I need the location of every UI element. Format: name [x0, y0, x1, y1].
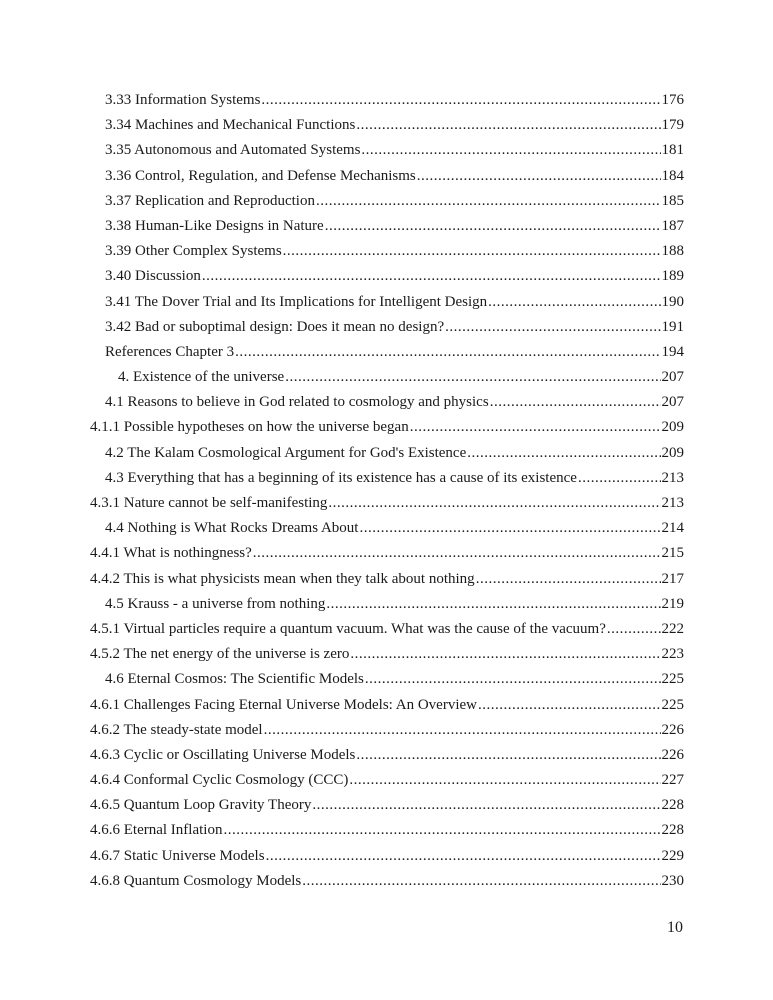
toc-entry-title: 3.41 The Dover Trial and Its Implications for Intelligent Design [105, 293, 488, 310]
toc-entry-title: 4.3.1 Nature cannot be self-manifesting [90, 495, 328, 511]
toc-dot-leader [350, 642, 660, 667]
toc-entry-page: 207 [661, 394, 684, 411]
toc-entry-title: 4.5 Krauss - a universe from nothing [105, 595, 326, 612]
toc-entry[interactable] [90, 113, 684, 138]
toc-entry[interactable] [90, 768, 684, 793]
toc-dot-leader [283, 239, 661, 264]
toc-entry[interactable] [90, 693, 684, 718]
toc-entry-page: 176 [661, 92, 684, 108]
toc-entry[interactable] [90, 88, 684, 113]
toc-entry[interactable] [90, 390, 684, 415]
toc-dot-leader [417, 164, 661, 189]
toc-entry-title: 4.4.2 This is what physicists mean when they talk about nothing [90, 570, 475, 587]
toc-entry-page: 179 [661, 117, 684, 134]
toc-entry-title: References Chapter 3 [105, 343, 235, 360]
toc-dot-leader [488, 290, 660, 315]
toc-entry-page: 228 [661, 822, 684, 839]
toc-entry-title: 4. Existence of the universe [118, 369, 285, 386]
toc-dot-leader [326, 592, 660, 617]
toc-entry-title: 3.39 Other Complex Systems [105, 243, 282, 260]
toc-entry-page: 223 [661, 646, 684, 663]
toc-entry[interactable] [90, 189, 684, 214]
toc-entry-page: 209 [661, 444, 684, 461]
toc-entry-page: 190 [661, 293, 684, 310]
toc-entry-page: 215 [661, 545, 684, 562]
toc-entry-title: 3.36 Control, Regulation, and Defense Mechanisms [105, 167, 416, 184]
toc-dot-leader [356, 113, 660, 138]
toc-entry[interactable] [90, 138, 684, 163]
toc-entry[interactable] [90, 415, 684, 440]
toc-entry-page: 214 [661, 520, 684, 537]
toc-entry-title: 3.40 Discussion [105, 268, 201, 285]
toc-entry[interactable] [90, 743, 684, 768]
toc-entry-page: 181 [661, 142, 684, 159]
toc-entry-title: 4.5.2 The net energy of the universe is zero [90, 646, 350, 663]
toc-entry-page: 228 [661, 797, 684, 814]
toc-entry-title: 4.4 Nothing is What Rocks Dreams About [105, 520, 359, 537]
toc-entry-page: 185 [661, 192, 684, 209]
toc-entry-page: 222 [661, 620, 684, 637]
toc-entry[interactable] [90, 264, 684, 289]
toc-entry-page: 207 [661, 369, 684, 386]
toc-entry[interactable] [90, 818, 684, 843]
toc-dot-leader [316, 189, 661, 214]
toc-dot-leader [476, 567, 661, 592]
toc-entry[interactable] [90, 541, 684, 566]
toc-entry-page: 227 [661, 772, 684, 789]
toc-dot-leader [285, 365, 660, 390]
toc-entry-page: 194 [661, 343, 684, 360]
toc-entry-title: 4.6.2 The steady-state model [90, 721, 263, 738]
toc-entry-title: 4.6.5 Quantum Loop Gravity Theory [90, 797, 312, 814]
toc-dot-leader [223, 818, 660, 843]
toc-entry[interactable] [90, 340, 684, 365]
toc-dot-leader [253, 541, 661, 566]
toc-entry-page: 229 [661, 847, 684, 864]
toc-dot-leader [302, 869, 660, 894]
toc-entry-title: 4.6.6 Eternal Inflation [90, 822, 223, 839]
toc-entry-page: 188 [661, 243, 684, 260]
toc-entry[interactable] [90, 844, 684, 869]
toc-dot-leader [328, 491, 660, 516]
toc-entry[interactable] [90, 491, 684, 516]
toc-entry-page: 226 [661, 721, 684, 738]
toc-entry-title: 3.34 Machines and Mechanical Functions [105, 117, 356, 134]
toc-entry-page: 225 [661, 671, 684, 688]
toc-entry[interactable] [90, 667, 684, 692]
table-of-contents [90, 88, 684, 894]
toc-entry-page: 225 [661, 696, 684, 713]
toc-entry[interactable] [90, 290, 684, 315]
toc-entry-page: 187 [661, 217, 684, 234]
toc-dot-leader [467, 441, 660, 466]
toc-entry-title: 4.6.3 Cyclic or Oscillating Universe Models [90, 746, 356, 763]
toc-entry-title: 4.1.1 Possible hypotheses on how the universe began [90, 419, 409, 436]
toc-entry[interactable] [90, 642, 684, 667]
toc-entry[interactable] [90, 365, 684, 390]
toc-entry-page: 217 [661, 570, 684, 587]
toc-entry[interactable] [90, 516, 684, 541]
toc-dot-leader [312, 793, 660, 818]
toc-entry-page: 213 [661, 469, 684, 486]
toc-dot-leader [607, 617, 661, 642]
toc-entry-page: 191 [661, 318, 684, 335]
toc-entry-title: 4.6.1 Challenges Facing Eternal Universe Models: An Overview [90, 696, 477, 713]
toc-dot-leader [356, 743, 660, 768]
toc-entry-title: 4.4.1 What is nothingness? [90, 545, 252, 562]
toc-entry-title: 3.35 Autonomous and Automated Systems [105, 142, 361, 159]
toc-entry-title: 3.38 Human-Like Designs in Nature [105, 217, 324, 234]
toc-dot-leader [202, 264, 661, 289]
toc-entry[interactable] [90, 239, 684, 264]
toc-entry[interactable] [90, 214, 684, 239]
toc-dot-leader [361, 138, 660, 163]
toc-dot-leader [325, 214, 661, 239]
toc-entry[interactable] [90, 617, 684, 642]
toc-dot-leader [490, 390, 661, 415]
toc-entry-page: 189 [661, 268, 684, 285]
toc-entry[interactable] [90, 567, 684, 592]
toc-entry-page: 209 [661, 419, 684, 436]
toc-entry-title: 4.6.8 Quantum Cosmology Models [90, 872, 302, 889]
toc-dot-leader [478, 693, 661, 718]
toc-entry-title: 4.1 Reasons to believe in God related to cosmology and physics [105, 394, 489, 411]
toc-entry[interactable] [90, 592, 684, 617]
toc-dot-leader [410, 415, 661, 440]
toc-entry-title: 4.5.1 Virtual particles require a quantum vacuum. What was the cause of the vacuum? [90, 620, 606, 637]
toc-dot-leader [445, 315, 660, 340]
toc-entry[interactable] [90, 466, 684, 491]
toc-entry-title: 4.3 Everything that has a beginning of its existence has a cause of its existence [105, 469, 577, 486]
toc-entry-title: 4.6.7 Static Universe Models [90, 847, 265, 864]
toc-entry[interactable] [90, 718, 684, 743]
toc-entry-title: 4.6.4 Conformal Cyclic Cosmology (CCC) [90, 772, 349, 789]
toc-dot-leader [261, 88, 660, 113]
toc-dot-leader [578, 466, 661, 491]
toc-dot-leader [365, 667, 661, 692]
toc-entry[interactable] [90, 164, 684, 189]
toc-entry[interactable] [90, 315, 684, 340]
toc-entry[interactable] [90, 441, 684, 466]
toc-dot-leader [264, 718, 661, 743]
toc-entry-title: 3.33 Information Systems [105, 92, 261, 108]
toc-dot-leader [359, 516, 660, 541]
toc-entry-page: 230 [661, 872, 684, 889]
toc-entry-title: 4.6 Eternal Cosmos: The Scientific Models [105, 671, 364, 688]
toc-dot-leader [235, 340, 660, 365]
toc-entry-page: 213 [661, 495, 684, 511]
toc-entry-title: 3.42 Bad or suboptimal design: Does it mean no design? [105, 318, 445, 335]
toc-entry-page: 184 [661, 167, 684, 184]
toc-entry-title: 4.2 The Kalam Cosmological Argument for God's Existence [105, 444, 467, 461]
toc-dot-leader [266, 844, 661, 869]
toc-entry-page: 219 [661, 595, 684, 612]
page-number: 10 [667, 919, 683, 936]
toc-entry-title: 3.37 Replication and Reproduction [105, 192, 315, 209]
toc-entry[interactable] [90, 869, 684, 894]
toc-entry-page: 226 [661, 746, 684, 763]
toc-entry[interactable] [90, 793, 684, 818]
toc-dot-leader [349, 768, 660, 793]
